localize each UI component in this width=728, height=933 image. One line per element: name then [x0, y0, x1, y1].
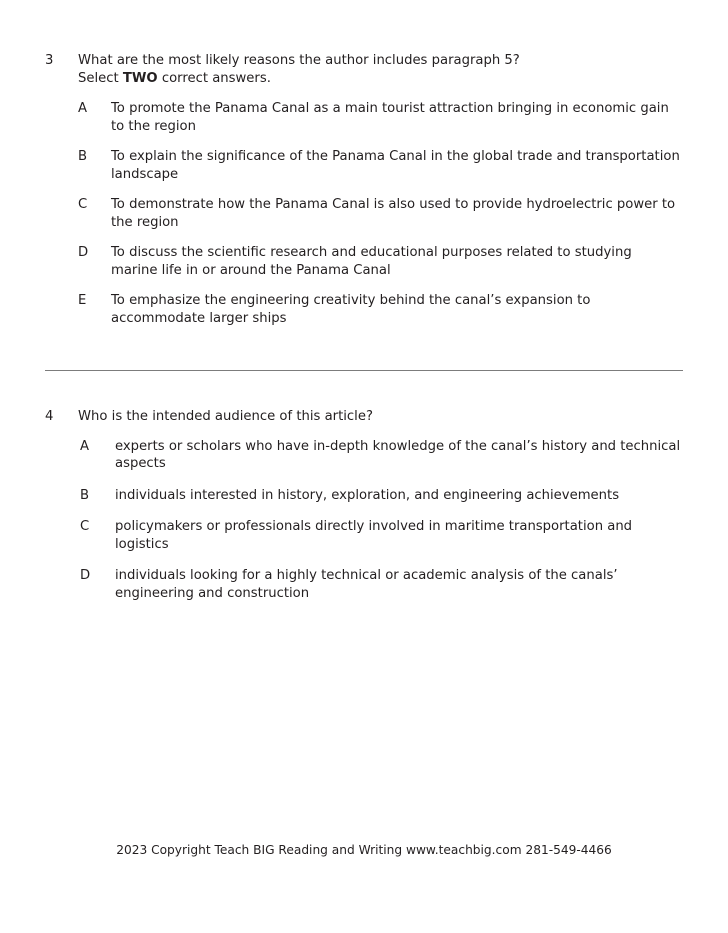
section-divider: [45, 370, 683, 371]
select-count-emphasis: TWO: [122, 70, 158, 86]
option-3-a-text: To promote the Panama Canal as a main tourist attraction bringing in economic gain to the region: [111, 101, 669, 134]
option-3-a-letter: A: [78, 101, 88, 116]
question-block-3: [45, 52, 683, 327]
option-3-d-text: To discuss the scientific research and educational purposes related to studying marine life in or around the Panama Canal: [111, 245, 632, 278]
option-3-b[interactable]: [45, 148, 683, 183]
select-suffix-text: correct answers.: [157, 70, 271, 86]
option-4-a[interactable]: [45, 438, 683, 473]
option-3-d[interactable]: [45, 244, 683, 279]
option-4-d[interactable]: [45, 567, 683, 602]
option-4-a-letter: A: [80, 438, 90, 454]
option-3-c-text: To demonstrate how the Panama Canal is also used to provide hydroelectric power to the region: [111, 197, 676, 230]
question-4-number: 4: [45, 409, 54, 424]
question-3-prompt-line1: What are the most likely reasons the author includes paragraph 5?: [78, 53, 520, 68]
question-3-prompt: [45, 52, 683, 87]
question-4-text: Who is the intended audience of this article?: [78, 409, 373, 424]
option-3-c-letter: C: [78, 197, 88, 212]
option-4-d-text: individuals looking for a highly technical or academic analysis of the canals’ engineering and construction: [115, 568, 618, 601]
option-4-a-text: experts or scholars who have in-depth knowledge of the canal’s history and technical aspects: [115, 438, 681, 471]
option-3-e-letter: E: [78, 293, 87, 308]
option-3-e-text: To emphasize the engineering creativity behind the canal’s expansion to accommodate larger ships: [111, 293, 591, 326]
option-3-e[interactable]: [45, 292, 683, 327]
page-footer: 2023 Copyright Teach BIG Reading and Writing www.teachbig.com 281-549-4466: [116, 843, 612, 857]
question-3-options: [45, 100, 683, 327]
question-block-4: [45, 408, 683, 616]
option-4-d-letter: D: [80, 568, 91, 583]
option-3-b-letter: B: [78, 149, 88, 164]
option-4-b[interactable]: [45, 487, 683, 505]
option-3-d-letter: D: [78, 245, 89, 260]
question-3-number: 3: [45, 53, 54, 68]
option-4-c-letter: C: [80, 519, 90, 534]
question-3-prompt-line2: [78, 71, 271, 86]
option-4-c[interactable]: [45, 518, 683, 553]
question-4-options: [45, 438, 683, 603]
option-4-c-text: policymakers or professionals directly involved in maritime transportation and logistics: [115, 519, 633, 552]
option-4-b-letter: B: [80, 487, 90, 503]
question-3-text: [78, 52, 683, 87]
select-prefix-text: Select: [78, 70, 123, 86]
option-3-a[interactable]: [45, 100, 683, 135]
question-4-prompt: [45, 408, 683, 426]
option-4-b-text: individuals interested in history, exploration, and engineering achievements: [115, 487, 620, 503]
option-3-b-text: To explain the significance of the Panama Canal in the global trade and transportation landscape: [111, 149, 680, 182]
option-3-c[interactable]: [45, 196, 683, 231]
